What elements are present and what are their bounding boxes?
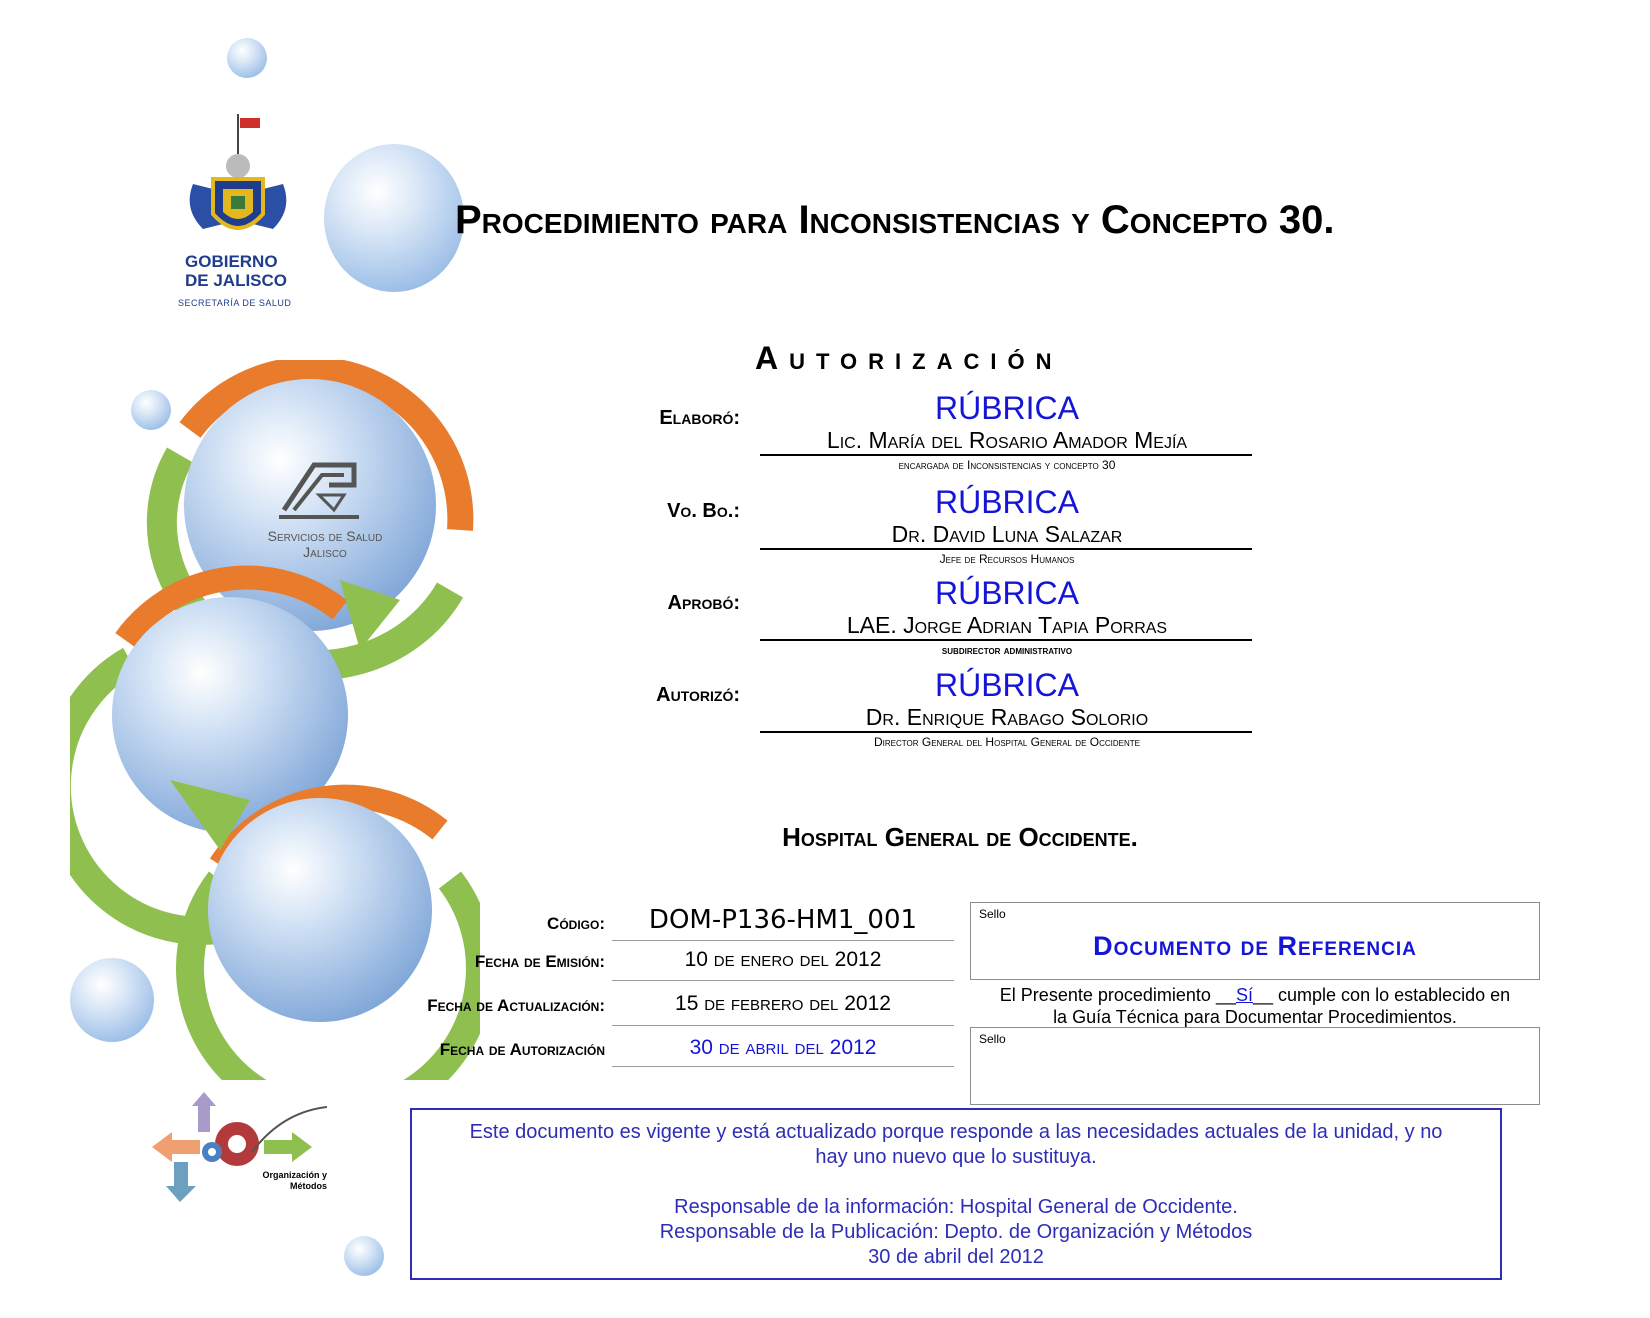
ssj-logo-text xyxy=(240,528,410,560)
statement-blank: __ xyxy=(1252,985,1274,1005)
sig-role: subdirector administrativo xyxy=(941,643,1073,657)
meta-label-actualizacion: Fecha de Actualización: xyxy=(427,996,605,1015)
footer-line5: 30 de abril del 2012 xyxy=(868,1246,1044,1268)
om-line1: Organización y xyxy=(262,1170,327,1180)
statement-post: cumple con lo establecido en xyxy=(1278,985,1511,1005)
footer-line2: hay uno nuevo que lo sustituya. xyxy=(815,1146,1097,1168)
sig-role: encargada de Inconsistencias y concepto 30 xyxy=(898,458,1116,472)
decor-bubble xyxy=(344,1236,384,1276)
meta-line xyxy=(612,1066,954,1067)
gov-line2: DE JALISCO xyxy=(185,271,288,290)
footer-box xyxy=(410,1108,1502,1280)
sig-name: Dr. David Luna Salazar xyxy=(891,521,1123,547)
page-title: Procedimiento para Inconsistencias y Concepto 30. xyxy=(455,198,1335,242)
gov-sub: SECRETARÍA DE SALUD xyxy=(178,298,292,308)
seal-statement-line1 xyxy=(970,984,1540,1006)
seal-statement xyxy=(970,984,1540,1028)
sig-label-elaboro: Elaboró: xyxy=(659,407,740,429)
sig-name: Dr. Enrique Rabago Solorio xyxy=(865,704,1149,730)
gov-line1: GOBIERNO xyxy=(185,252,278,271)
ssj-line2: Jalisco xyxy=(303,544,347,560)
sig-name: LAE. Jorge Adrian Tapia Porras xyxy=(846,612,1168,638)
statement-pre: El Presente procedimiento xyxy=(999,985,1211,1005)
sig-role: Jefe de Recursos Humanos xyxy=(939,552,1075,566)
sig-label-vobo: Vo. Bo.: xyxy=(667,500,740,522)
meta-value-actualizacion: 15 de febrero del 2012 xyxy=(675,992,891,1015)
decor-bubble xyxy=(227,38,267,78)
meta-label-emision: Fecha de Emisión: xyxy=(474,952,605,971)
sig-line xyxy=(760,548,1252,550)
sig-name: Lic. María del Rosario Amador Mejía xyxy=(826,427,1188,453)
coat-of-arms-icon xyxy=(183,114,293,244)
sig-line xyxy=(760,731,1252,733)
meta-value-codigo: DOM-P136-HM1_001 xyxy=(648,905,918,935)
footer-line1: Este documento es vigente y está actualizado porque responde a las necesidades actuales de la unidad, y no xyxy=(469,1121,1443,1143)
authorization-heading: Autorización xyxy=(755,340,1063,376)
doc-reference: Documento de Referencia xyxy=(1093,931,1417,961)
sig-rubrica: RÚBRICA xyxy=(934,575,1079,611)
decor-bubble xyxy=(324,144,464,292)
gov-logo-text xyxy=(185,252,287,290)
meta-line xyxy=(612,940,954,941)
sig-rubrica: RÚBRICA xyxy=(934,667,1079,703)
seal-label: Sello xyxy=(979,1032,1006,1046)
sig-line xyxy=(760,639,1252,641)
meta-value-autorizacion: 30 de abril del 2012 xyxy=(689,1036,877,1059)
om-line2: Métodos xyxy=(290,1181,327,1191)
org-methods-text xyxy=(232,1170,327,1192)
sig-rubrica: RÚBRICA xyxy=(934,484,1079,520)
ssj-line1: Servicios de Salud xyxy=(267,528,383,544)
sig-role: Director General del Hospital General de Occidente xyxy=(874,735,1140,749)
seal-label: Sello xyxy=(979,907,1006,921)
footer-line4: Responsable de la Publicación: Depto. de Organización y Métodos xyxy=(659,1221,1253,1243)
ssj-logo-icon xyxy=(274,455,364,521)
meta-line xyxy=(612,980,954,981)
meta-value-emision: 10 de enero del 2012 xyxy=(684,948,882,971)
sig-label-aprobo: Aprobó: xyxy=(667,592,740,614)
meta-label-codigo: Código: xyxy=(547,914,605,933)
statement-answer: Sí xyxy=(1235,985,1253,1005)
footer-line3: Responsable de la información: Hospital General de Occidente. xyxy=(674,1196,1238,1218)
seal-box-top xyxy=(970,902,1540,980)
meta-label-autorizacion: Fecha de Autorización xyxy=(439,1040,605,1059)
seal-box-bottom xyxy=(970,1027,1540,1105)
seal-statement-line2: la Guía Técnica para Documentar Procedimientos. xyxy=(1053,1007,1457,1027)
sig-line xyxy=(760,454,1252,456)
sig-label-autorizo: Autorizó: xyxy=(656,684,740,706)
hospital-name: Hospital General de Occidente. xyxy=(782,822,1138,852)
statement-blank: __ xyxy=(1215,985,1236,1005)
sig-rubrica: RÚBRICA xyxy=(934,390,1079,426)
meta-line xyxy=(612,1025,954,1026)
